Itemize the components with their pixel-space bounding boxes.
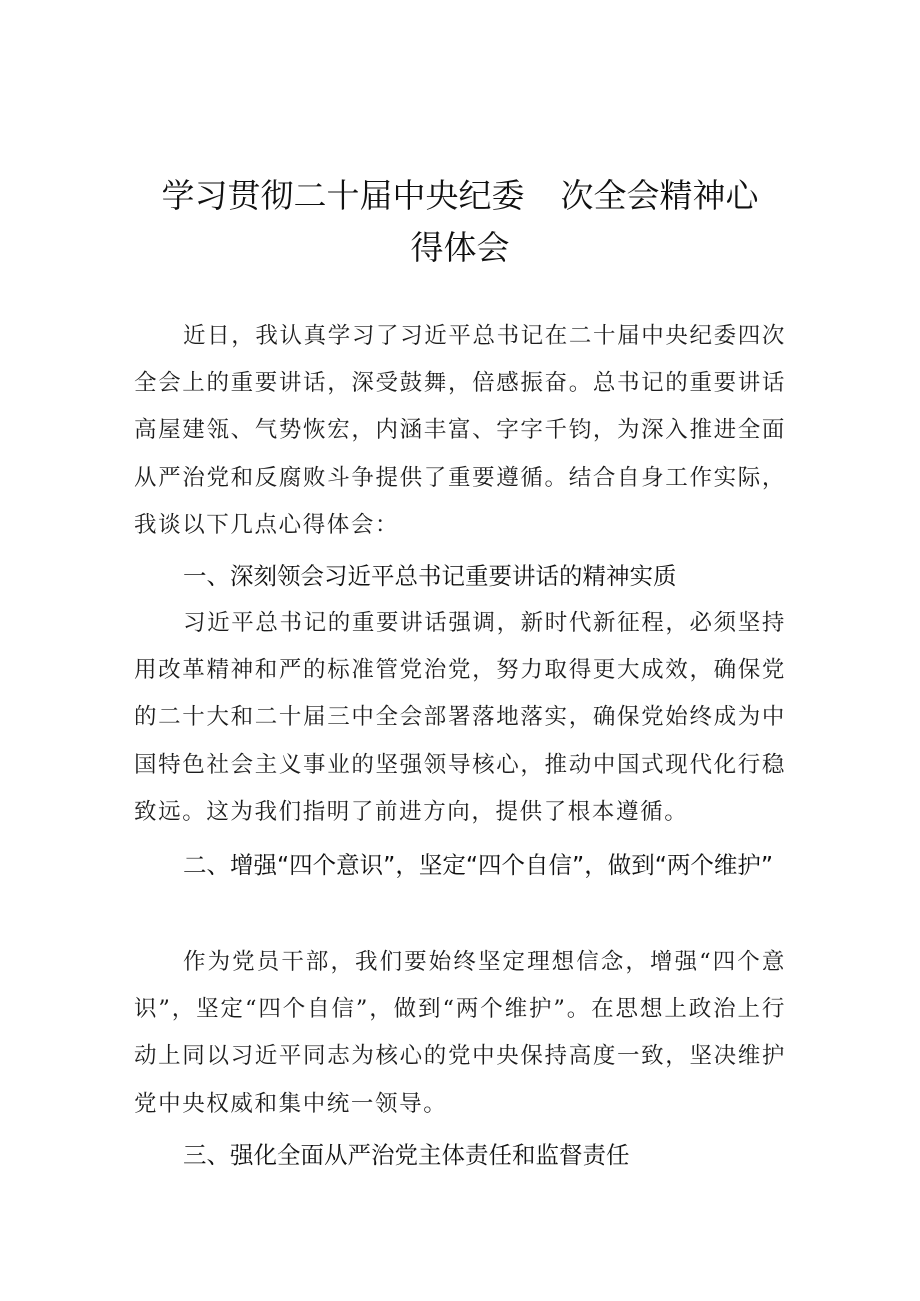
section-2-heading: 二、增强“四个意识”，坚定“四个自信”，做到“两个维护” xyxy=(183,851,774,879)
title-line-2: 得体会 xyxy=(410,228,510,267)
section-1-paragraph: 习近平总书记的重要讲话强调，新时代新征程，必须坚持用改革精神和严的标准管党治党，努力取得更大成效，确保党的二十大和二十届三中全会部署落地落实，确保党始终成为中国特色社会主义事业的坚强领导核心，推动中国式现代化行稳致远。这为我们指明了前进方向，提供了根本遵循。 xyxy=(134,610,786,825)
section-3-heading: 三、强化全面从严治党主体责任和监督责任 xyxy=(183,1141,630,1169)
title-line-1-part-2: 次全会精神心 xyxy=(560,176,759,215)
title-line-1-part-1: 学习贯彻二十届中央纪委 xyxy=(161,176,525,215)
section-1-heading: 一、深刻领会习近平总书记重要讲话的精神实质 xyxy=(183,562,677,590)
title-line-1 xyxy=(100,170,820,222)
section-2-paragraph: 作为党员干部，我们要始终坚定理想信念，增强“四个意识”，坚定“四个自信”，做到“两个维护”。在思想上政治上行动上同以习近平同志为核心的党中央保持高度一致，坚决维护党中央权威和集中统一领导。 xyxy=(134,949,786,1117)
intro-paragraph: 近日，我认真学习了习近平总书记在二十届中央纪委四次全会上的重要讲话，深受鼓舞，倍感振奋。总书记的重要讲话高屋建瓴、气势恢宏，内涵丰富、字字千钧，为深入推进全面从严治党和反腐败斗争提供了重要遵循。结合自身工作实际，我谈以下几点心得体会： xyxy=(134,323,786,538)
document-title xyxy=(100,170,820,274)
